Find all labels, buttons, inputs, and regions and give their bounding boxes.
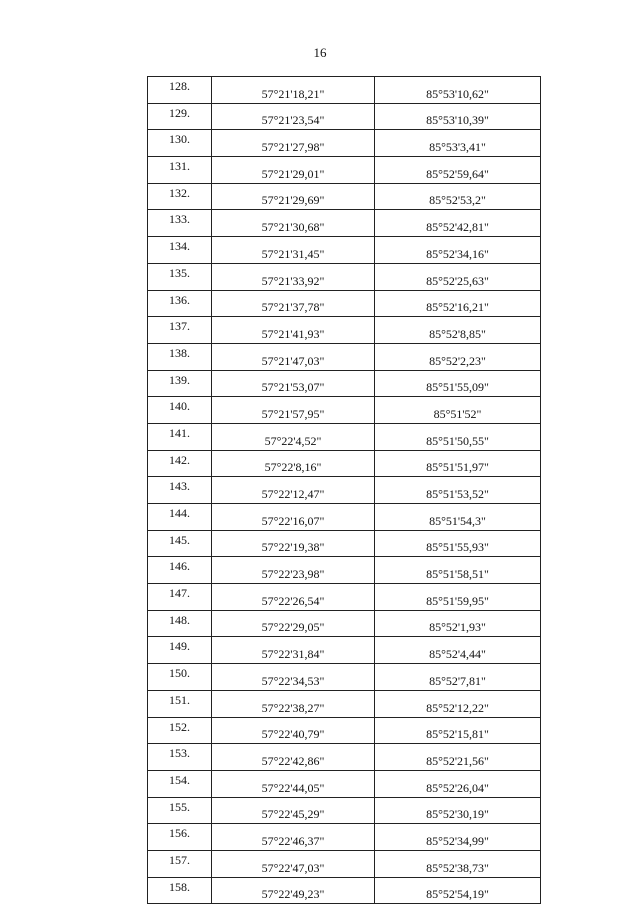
point-number-cell: 140. bbox=[148, 397, 212, 424]
table-row bbox=[148, 343, 541, 370]
table-row bbox=[148, 210, 541, 237]
latitude-cell: 57°22'29,05" bbox=[212, 610, 375, 637]
table-row bbox=[148, 557, 541, 584]
latitude-cell: 57°21'57,95" bbox=[212, 397, 375, 424]
point-number-cell: 144. bbox=[148, 504, 212, 531]
latitude-cell: 57°22'47,03" bbox=[212, 850, 375, 877]
point-number-cell: 129. bbox=[148, 103, 212, 130]
point-number-cell: 136. bbox=[148, 290, 212, 317]
point-number-cell: 137. bbox=[148, 317, 212, 344]
table-row bbox=[148, 317, 541, 344]
table-row bbox=[148, 370, 541, 397]
latitude-cell: 57°22'44,05" bbox=[212, 770, 375, 797]
point-number-cell: 142. bbox=[148, 450, 212, 477]
longitude-cell: 85°52'59,64" bbox=[375, 157, 541, 184]
longitude-cell: 85°52'30,19" bbox=[375, 797, 541, 824]
latitude-cell: 57°22'12,47" bbox=[212, 477, 375, 504]
latitude-cell: 57°21'53,07" bbox=[212, 370, 375, 397]
point-number-cell: 130. bbox=[148, 130, 212, 157]
table-row bbox=[148, 797, 541, 824]
latitude-cell: 57°21'41,93" bbox=[212, 317, 375, 344]
latitude-cell: 57°21'18,21" bbox=[212, 77, 375, 104]
point-number-cell: 145. bbox=[148, 530, 212, 557]
table-row bbox=[148, 690, 541, 717]
latitude-cell: 57°21'47,03" bbox=[212, 343, 375, 370]
table-row bbox=[148, 504, 541, 531]
longitude-cell: 85°52'12,22" bbox=[375, 690, 541, 717]
table-row bbox=[148, 610, 541, 637]
table-row bbox=[148, 183, 541, 210]
longitude-cell: 85°52'4,44" bbox=[375, 637, 541, 664]
point-number-cell: 156. bbox=[148, 824, 212, 851]
table-row bbox=[148, 770, 541, 797]
table-row bbox=[148, 664, 541, 691]
longitude-cell: 85°51'55,09" bbox=[375, 370, 541, 397]
page-number: 16 bbox=[313, 45, 327, 60]
point-number-cell: 155. bbox=[148, 797, 212, 824]
point-number-cell: 141. bbox=[148, 423, 212, 450]
longitude-cell: 85°52'7,81" bbox=[375, 664, 541, 691]
latitude-cell: 57°21'31,45" bbox=[212, 237, 375, 264]
latitude-cell: 57°22'8,16" bbox=[212, 450, 375, 477]
longitude-cell: 85°52'54,19" bbox=[375, 877, 541, 904]
longitude-cell: 85°51'54,3" bbox=[375, 504, 541, 531]
longitude-cell: 85°51'53,52" bbox=[375, 477, 541, 504]
latitude-cell: 57°22'40,79" bbox=[212, 717, 375, 744]
table-row bbox=[148, 290, 541, 317]
longitude-cell: 85°52'2,23" bbox=[375, 343, 541, 370]
longitude-cell: 85°52'21,56" bbox=[375, 744, 541, 771]
point-number-cell: 158. bbox=[148, 877, 212, 904]
latitude-cell: 57°22'31,84" bbox=[212, 637, 375, 664]
longitude-cell: 85°51'58,51" bbox=[375, 557, 541, 584]
table-row bbox=[148, 637, 541, 664]
table-row bbox=[148, 824, 541, 851]
latitude-cell: 57°22'23,98" bbox=[212, 557, 375, 584]
latitude-cell: 57°22'19,38" bbox=[212, 530, 375, 557]
longitude-cell: 85°51'50,55" bbox=[375, 423, 541, 450]
latitude-cell: 57°21'29,01" bbox=[212, 157, 375, 184]
table-row bbox=[148, 744, 541, 771]
table-row bbox=[148, 530, 541, 557]
point-number-cell: 146. bbox=[148, 557, 212, 584]
latitude-cell: 57°21'29,69" bbox=[212, 183, 375, 210]
latitude-cell: 57°21'23,54" bbox=[212, 103, 375, 130]
latitude-cell: 57°21'33,92" bbox=[212, 263, 375, 290]
point-number-cell: 138. bbox=[148, 343, 212, 370]
latitude-cell: 57°21'37,78" bbox=[212, 290, 375, 317]
longitude-cell: 85°51'51,97" bbox=[375, 450, 541, 477]
table-row bbox=[148, 130, 541, 157]
longitude-cell: 85°52'34,99" bbox=[375, 824, 541, 851]
latitude-cell: 57°22'38,27" bbox=[212, 690, 375, 717]
longitude-cell: 85°51'59,95" bbox=[375, 584, 541, 611]
longitude-cell: 85°52'26,04" bbox=[375, 770, 541, 797]
longitude-cell: 85°52'53,2" bbox=[375, 183, 541, 210]
longitude-cell: 85°53'10,62" bbox=[375, 77, 541, 104]
latitude-cell: 57°22'4,52" bbox=[212, 423, 375, 450]
longitude-cell: 85°52'16,21" bbox=[375, 290, 541, 317]
table-row bbox=[148, 263, 541, 290]
longitude-cell: 85°52'8,85" bbox=[375, 317, 541, 344]
latitude-cell: 57°21'30,68" bbox=[212, 210, 375, 237]
latitude-cell: 57°22'42,86" bbox=[212, 744, 375, 771]
table-row bbox=[148, 477, 541, 504]
table-row bbox=[148, 423, 541, 450]
longitude-cell: 85°51'55,93" bbox=[375, 530, 541, 557]
point-number-cell: 128. bbox=[148, 77, 212, 104]
point-number-cell: 151. bbox=[148, 690, 212, 717]
latitude-cell: 57°22'26,54" bbox=[212, 584, 375, 611]
latitude-cell: 57°22'49,23" bbox=[212, 877, 375, 904]
point-number-cell: 139. bbox=[148, 370, 212, 397]
point-number-cell: 131. bbox=[148, 157, 212, 184]
table-row bbox=[148, 850, 541, 877]
coordinates-table-body bbox=[148, 77, 541, 904]
point-number-cell: 150. bbox=[148, 664, 212, 691]
point-number-cell: 147. bbox=[148, 584, 212, 611]
table-row bbox=[148, 237, 541, 264]
longitude-cell: 85°53'10,39" bbox=[375, 103, 541, 130]
point-number-cell: 157. bbox=[148, 850, 212, 877]
point-number-cell: 132. bbox=[148, 183, 212, 210]
point-number-cell: 148. bbox=[148, 610, 212, 637]
longitude-cell: 85°52'25,63" bbox=[375, 263, 541, 290]
longitude-cell: 85°52'15,81" bbox=[375, 717, 541, 744]
point-number-cell: 135. bbox=[148, 263, 212, 290]
point-number-cell: 154. bbox=[148, 770, 212, 797]
longitude-cell: 85°52'1,93" bbox=[375, 610, 541, 637]
point-number-cell: 149. bbox=[148, 637, 212, 664]
table-row bbox=[148, 157, 541, 184]
point-number-cell: 133. bbox=[148, 210, 212, 237]
table-row bbox=[148, 103, 541, 130]
longitude-cell: 85°51'52" bbox=[375, 397, 541, 424]
longitude-cell: 85°52'38,73" bbox=[375, 850, 541, 877]
point-number-cell: 143. bbox=[148, 477, 212, 504]
latitude-cell: 57°21'27,98" bbox=[212, 130, 375, 157]
coordinates-table bbox=[147, 76, 541, 904]
table-row bbox=[148, 584, 541, 611]
longitude-cell: 85°53'3,41" bbox=[375, 130, 541, 157]
longitude-cell: 85°52'42,81" bbox=[375, 210, 541, 237]
latitude-cell: 57°22'34,53" bbox=[212, 664, 375, 691]
table-row bbox=[148, 77, 541, 104]
table-row bbox=[148, 717, 541, 744]
latitude-cell: 57°22'45,29" bbox=[212, 797, 375, 824]
latitude-cell: 57°22'16,07" bbox=[212, 504, 375, 531]
table-row bbox=[148, 397, 541, 424]
table-row bbox=[148, 877, 541, 904]
point-number-cell: 152. bbox=[148, 717, 212, 744]
point-number-cell: 134. bbox=[148, 237, 212, 264]
point-number-cell: 153. bbox=[148, 744, 212, 771]
latitude-cell: 57°22'46,37" bbox=[212, 824, 375, 851]
table-row bbox=[148, 450, 541, 477]
longitude-cell: 85°52'34,16" bbox=[375, 237, 541, 264]
